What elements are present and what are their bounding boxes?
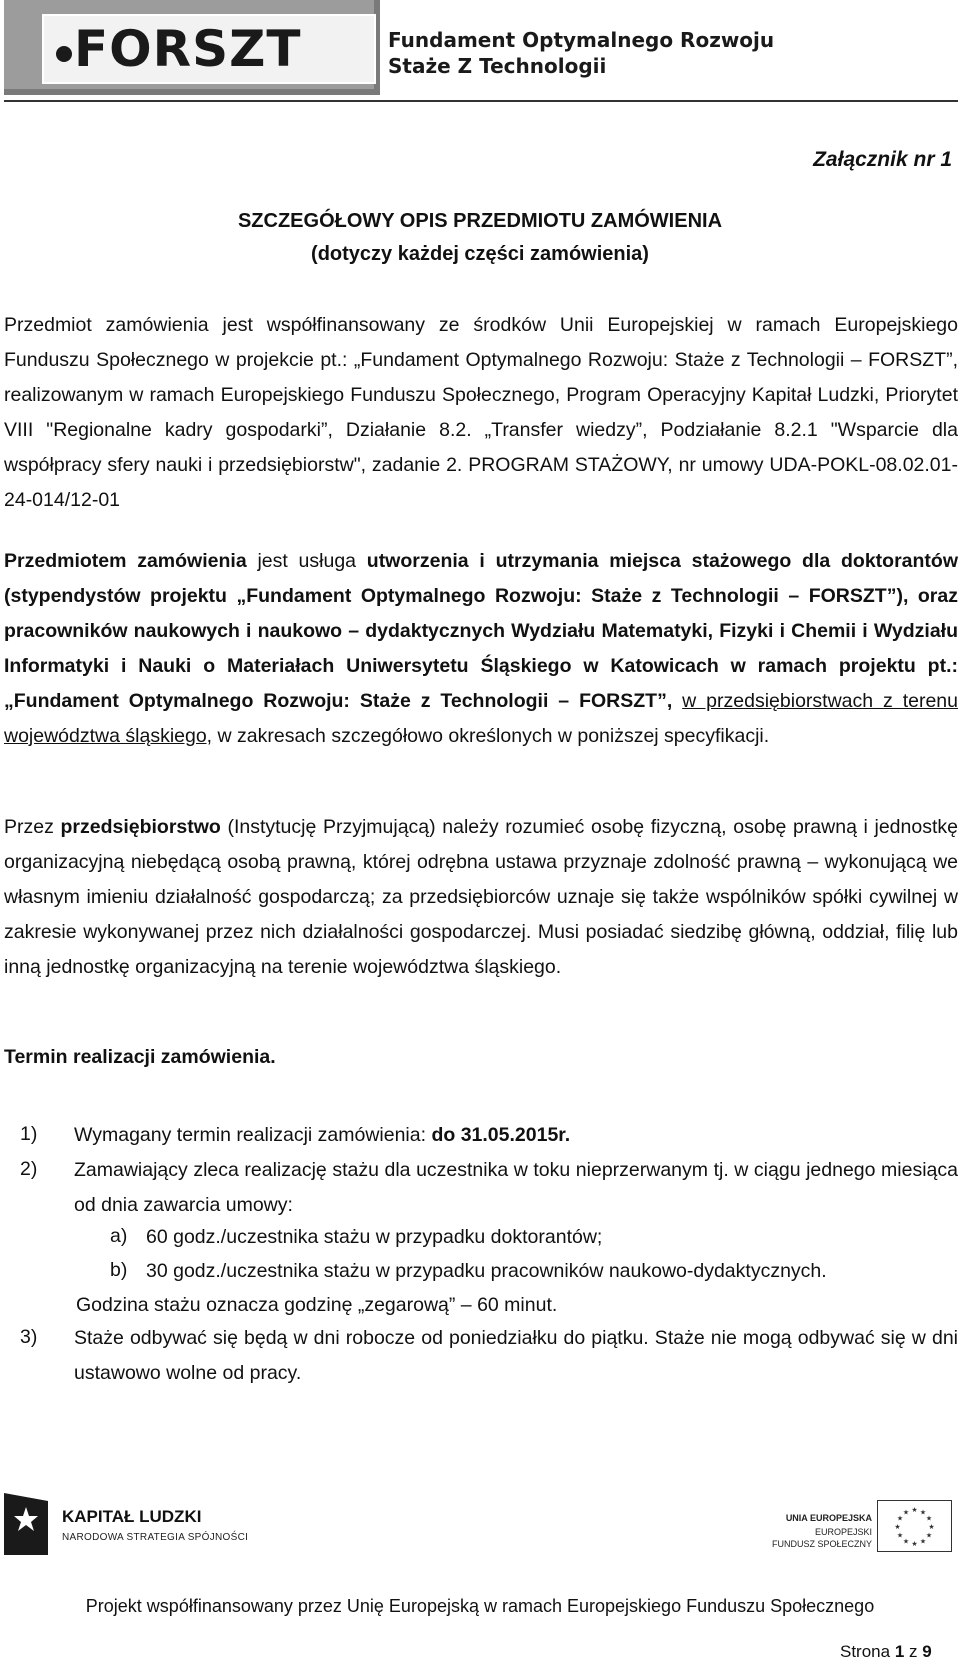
svg-text:★: ★: [894, 1523, 901, 1531]
list-item-1-text: Wymagany termin realizacji zamówienia:: [74, 1124, 432, 1146]
svg-text:★: ★: [919, 1537, 927, 1546]
subject-end: w zakresach szczegółowo określonych w poniższej specyfikacji.: [212, 725, 770, 747]
document-subtitle: (dotyczy każdej części zamówienia): [311, 243, 649, 265]
definition-term: przedsiębiorstwo: [60, 816, 221, 838]
svg-text:★: ★: [919, 1508, 927, 1517]
page-prefix: Strona: [840, 1642, 895, 1661]
intro-paragraph: Przedmiot zamówienia jest współfinansowany ze środków Unii Europejskiej w ramach Europejskiego Funduszu Społecznego w projekcie pt.: „Fundament Optymalnego Rozwoju: Staże z Technologii – FORSZT”, realizowanym w ramach Europejskiego Funduszu Społecznego, Program Operacyjny Kapitał Ludzki, Priorytet VIII "Regionalne kadry gospodarki”, Działanie 8.2. „Transfer wiedzy”, Podziałanie 8.2.1 "Wsparcie dla współpracy sfery nauki i przedsiębiorstw", zadanie 2. PROGRAM STAŻOWY, nr umowy UDA-POKL-08.02.01-24-014/12-01: [4, 314, 958, 511]
logo-dot-icon: [56, 46, 72, 62]
subject-scope: utworzenia i utrzymania miejsca stażowego dla doktorantów (stypendystów projektu „Fundament Optymalnego Rozwoju: Staże z Technologii – FORSZT”), oraz pracowników naukowych i naukowo – dydaktycznych Wydziału Matematyki, Fizyki i Chemii i Wydziału Informatyki i Nauki o Materiałach Uniwersytetu Śląskiego w Katowicach w ramach projektu pt.: „Fundament Optymalnego Rozwoju: Staże z Technologii – FORSZT”,: [4, 550, 958, 712]
header-subtitle-1: Fundament Optymalnego Rozwoju: [388, 28, 775, 52]
page-total: 9: [922, 1642, 932, 1661]
kapital-ludzki-title: KAPITAŁ LUDZKI: [62, 1507, 202, 1526]
definition-intro: Przez: [4, 816, 61, 838]
annex-label: Załącznik nr 1: [813, 148, 952, 171]
subject-space: [672, 690, 682, 712]
header-subtitle-2: Staże Z Technologii: [388, 54, 607, 78]
svg-text:★: ★: [925, 1531, 933, 1540]
subject-term: Przedmiotem zamówienia: [4, 550, 247, 572]
svg-text:★: ★: [925, 1514, 933, 1523]
section-heading: Termin realizacji zamówienia.: [4, 1046, 276, 1068]
list-number-3: 3): [20, 1326, 38, 1348]
svg-text:★: ★: [902, 1537, 910, 1546]
subject-paragraph: [4, 544, 958, 754]
deadline-date: do 31.05.2015r.: [431, 1124, 571, 1146]
enterprise-definition: [4, 810, 958, 985]
list-number-1: 1): [20, 1123, 38, 1145]
svg-text:★: ★: [911, 1506, 918, 1514]
eu-label-1: UNIA EUROPEJSKA: [785, 1513, 872, 1523]
list-number-2: 2): [20, 1158, 38, 1180]
svg-text:★: ★: [902, 1508, 910, 1517]
eu-label-3: FUNDUSZ SPOŁECZNY: [771, 1539, 872, 1549]
sublist-label-a: a): [110, 1225, 128, 1247]
svg-text:★: ★: [896, 1514, 904, 1523]
definition-text: (Instytucję Przyjmującą) należy rozumieć osobę fizyczną, osobę prawną i jednostkę organizacyjną niebędącą osobą prawną, której odrębna ustawa przyznaje zdolność prawną – wykonującą we własnym imieniu działalność gospodarczą; za przedsiębiorców uznaje się także wspólników spółki cywilnej w zakresie wykonywanej przez nich działalności gospodarczej. Musi posiadać siedzibę główną, oddział, filię lub inną jednostkę organizacyjną na terenie województwa śląskiego.: [4, 816, 958, 978]
list-item-3: Staże odbywać się będą w dni robocze od poniedziałku do piątku. Staże nie mogą odbywać się w dni ustawowo wolne od pracy.: [74, 1327, 958, 1384]
list-item-2: Zamawiający zleca realizację stażu dla uczestnika w toku nieprzerwanym tj. w ciągu jednego miesiąca od dnia zawarcia umowy:: [74, 1159, 958, 1216]
svg-text:★: ★: [928, 1523, 935, 1531]
svg-text:★: ★: [911, 1540, 918, 1548]
page-number: [840, 1642, 932, 1662]
hour-note: Godzina stażu oznacza godzinę „zegarową” – 60 minut.: [76, 1294, 558, 1316]
forszt-logo: [4, 0, 380, 95]
logo-text: FORSZT: [74, 20, 302, 78]
subject-text: jest usługa: [246, 550, 367, 572]
kapital-ludzki-logo-icon: [4, 1493, 48, 1555]
document-title: SZCZEGÓŁOWY OPIS PRZEDMIOTU ZAMÓWIENIA: [237, 210, 723, 232]
svg-text:★: ★: [896, 1531, 904, 1540]
subject-location: w przedsiębiorstwach z terenu województwa śląskiego,: [4, 690, 958, 747]
cofinancing-note: Projekt współfinansowany przez Unię Europejską w ramach Europejskiego Funduszu Społecznego: [85, 1596, 875, 1616]
sublist-item-a: 60 godz./uczestnika stażu w przypadku doktorantów;: [146, 1226, 603, 1248]
eu-flag-icon: [877, 1500, 952, 1552]
sublist-label-b: b): [110, 1259, 128, 1281]
eu-label-2: EUROPEJSKI: [814, 1527, 872, 1537]
header-divider: [4, 100, 958, 102]
sublist-item-b: 30 godz./uczestnika stażu w przypadku pracowników naukowo-dydaktycznych.: [146, 1260, 827, 1282]
page-separator: z: [904, 1642, 923, 1661]
page-current: 1: [894, 1642, 905, 1661]
kapital-ludzki-subtitle: NARODOWA STRATEGIA SPÓJNOŚCI: [62, 1532, 249, 1543]
list-item-1: [74, 1118, 958, 1153]
